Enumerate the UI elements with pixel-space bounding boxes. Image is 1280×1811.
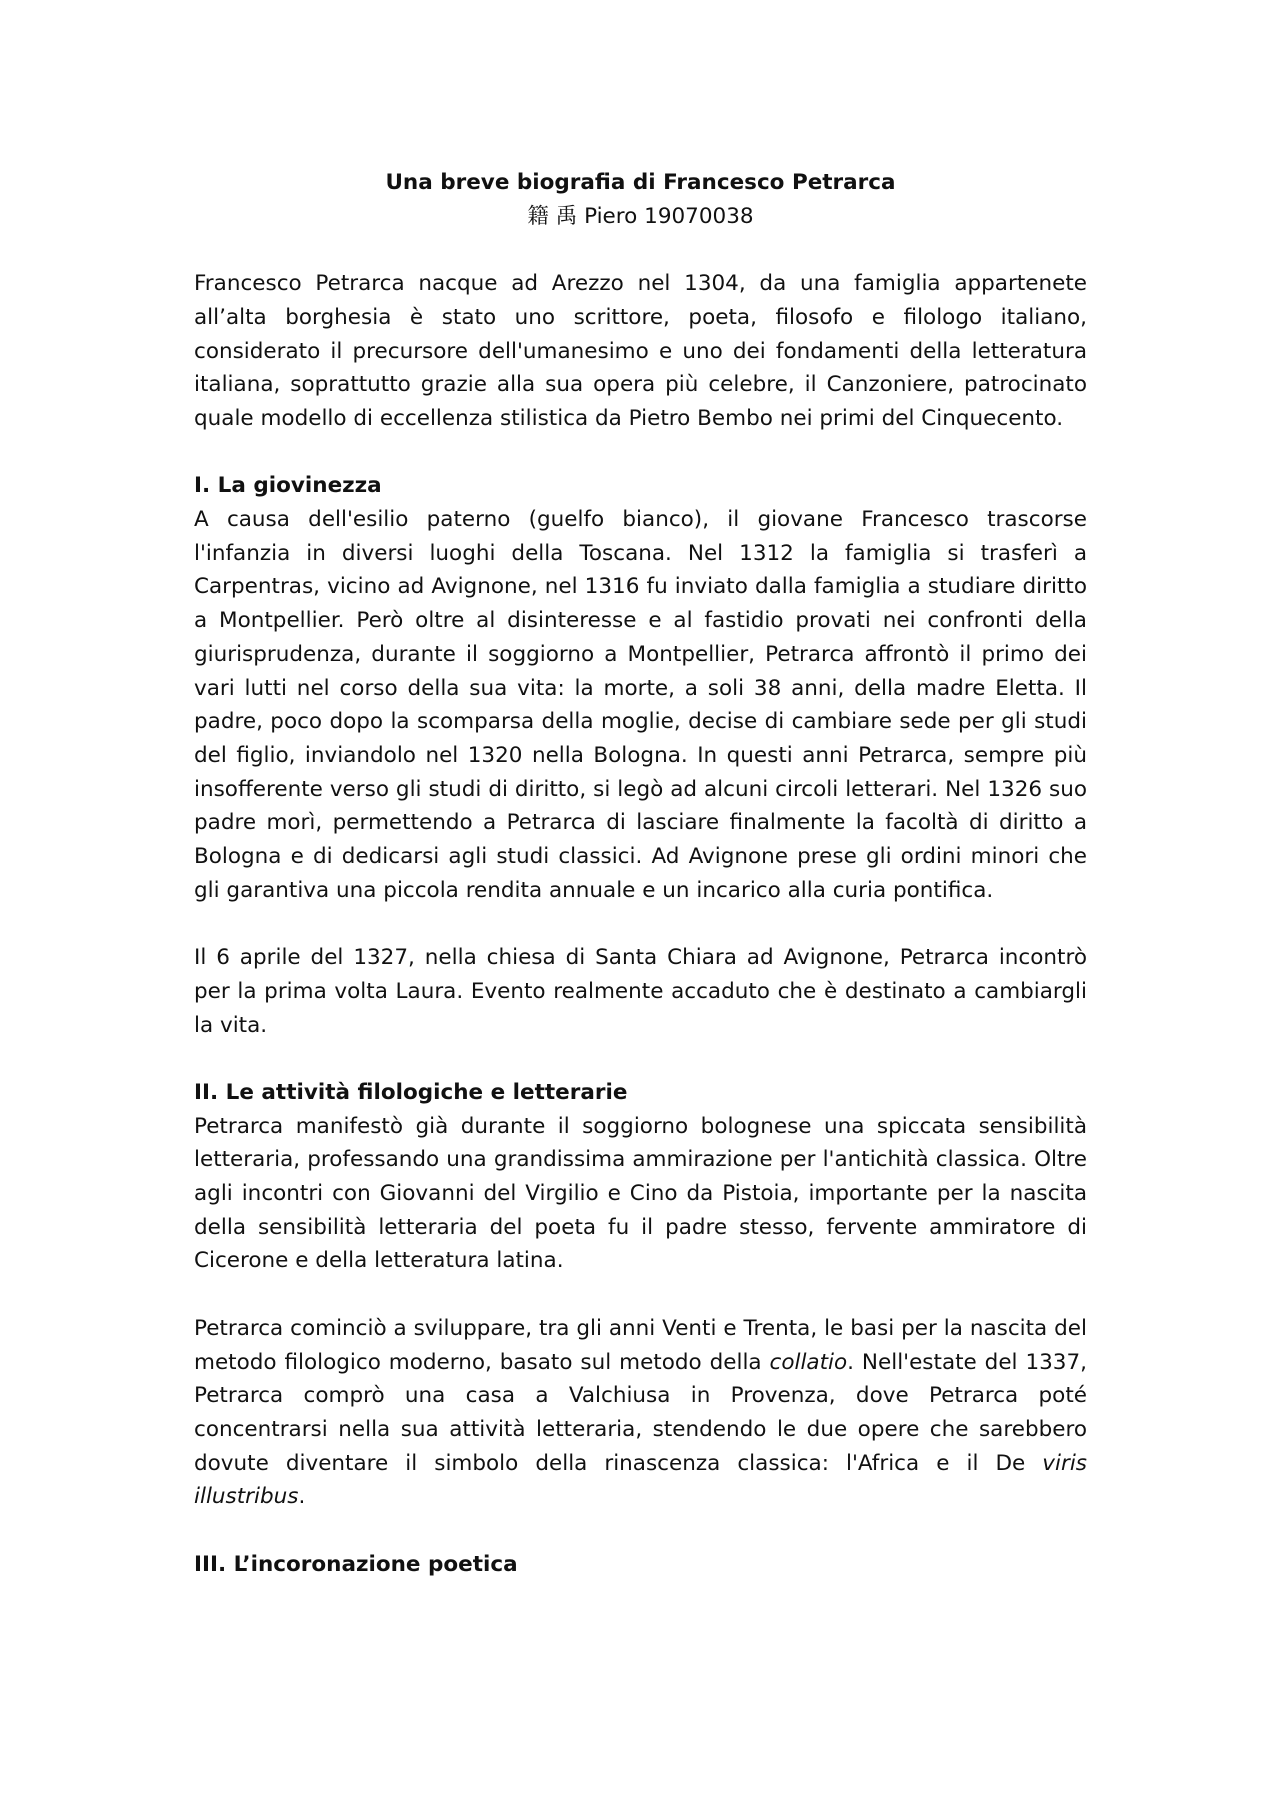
attivita-paragraph-2-text-b: . Nell'estate del 1337, Petrarca comprò una casa a Valchiusa in Provenza, dove Petrarca poté concentrarsi nella sua attività letteraria, stendendo le due opere che sarebbero dovute diventare il simbolo della rinascenza classica: l'Africa e il De: [194, 1349, 1087, 1476]
giovinezza-paragraph-2: Il 6 aprile del 1327, nella chiesa di Santa Chiara ad Avignone, Petrarca incontrò per la prima volta Laura. Evento realmente accaduto che è destinato a cambiargli la vita.: [194, 945, 1087, 1038]
giovinezza-paragraph-1: A causa dell'esilio paterno (guelfo bianco), il giovane Francesco trascorse l'infanzia in diversi luoghi della Toscana. Nel 1312 la famiglia si trasferì a Carpentras, vicino ad Avignone, nel 1316 fu inviato dalla famiglia a studiare diritto a Montpellier. Però oltre al disinteresse e al fastidio provati nei confronti della giurisprudenza, durante il soggiorno a Montpellier, Petrarca affrontò il primo dei vari lutti nel corso della sua vita: la morte, a soli 38 anni, della madre Eletta. Il padre, poco dopo la scomparsa della moglie, decise di cambiare sede per gli studi del figlio, inviandolo nel 1320 nella Bologna. In questi anni Petrarca, sempre più insofferente verso gli studi di diritto, si legò ad alcuni circoli letterari. Nel 1326 suo padre morì, permettendo a Petrarca di lasciare finalmente la facoltà di diritto a Bologna e di dedicarsi agli studi classici. Ad Avignone prese gli ordini minori che gli garantiva una piccola rendita annuale e un incarico alla curia pontifica.: [194, 507, 1087, 903]
attivita-paragraph-2-text-c: .: [298, 1484, 306, 1510]
attivita-paragraph-1: Petrarca manifestò già durante il soggiorno bolognese una spiccata sensibilità letteraria, professando una grandissima ammirazione per l'antichità classica. Oltre agli incontri con Giovanni del Virgilio e Cino da Pistoia, importante per la nascita della sensibilità letteraria del poeta fu il padre stesso, fervente ammiratore di Cicerone e della letteratura latina.: [194, 1113, 1087, 1274]
section-heading-attivita: II. Le attività filologiche e letterarie: [194, 1079, 628, 1105]
section-heading-giovinezza: I. La giovinezza: [194, 473, 382, 499]
document-page: [194, 166, 1087, 1581]
collatio-term: collatio: [769, 1349, 848, 1375]
intro-paragraph: Francesco Petrarca nacque ad Arezzo nel 1304, da una famiglia appartenete all’alta borghesia è stato uno scrittore, poeta, filosofo e filologo italiano, considerato il precursore dell'umanesimo e uno dei fondamenti della letteratura italiana, soprattutto grazie alla sua opera più celebre, il Canzoniere, patrocinato quale modello di eccellenza stilistica da Pietro Bembo nei primi del Cinquecento.: [194, 271, 1087, 431]
viris-illustribus-term: viris illustribus: [194, 1450, 1087, 1510]
attivita-paragraph-2-text-a: Petrarca cominciò a sviluppare, tra gli anni Venti e Trenta, le basi per la nascita del metodo filologico moderno, basato sul metodo della: [194, 1315, 1087, 1375]
section-heading-incoronazione: III. L’incoronazione poetica: [194, 1551, 518, 1577]
document-author: 籍 禹 Piero 19070038: [527, 203, 754, 229]
document-title: Una breve biografia di Francesco Petrarca: [385, 170, 896, 195]
attivita-paragraph-2: [194, 1312, 1087, 1514]
